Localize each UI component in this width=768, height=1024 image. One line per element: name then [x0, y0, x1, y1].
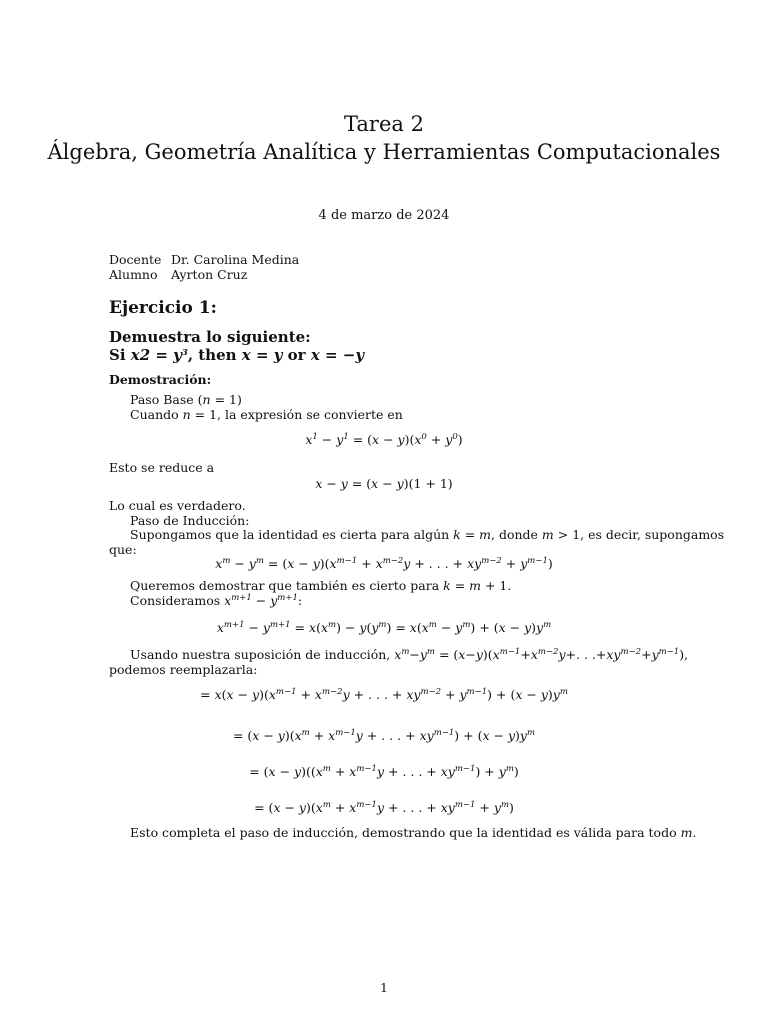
- when-n1-line: [130, 407, 403, 422]
- formula-fragment: −: [251, 593, 271, 608]
- formula-fragment: podemos reemplazarla:: [109, 662, 258, 677]
- formula-fragment: y: [312, 556, 320, 571]
- formula-fragment: +: [501, 556, 521, 571]
- formula-fragment: y: [419, 647, 427, 662]
- formula-fragment: ) + (: [454, 728, 483, 743]
- formula-fragment: y: [507, 728, 516, 743]
- formula-superscript: m−1: [466, 687, 488, 697]
- meta-value: Ayrton Cruz: [171, 267, 248, 282]
- equation-6: [0, 728, 768, 743]
- formula-fragment: y: [498, 764, 506, 779]
- formula-fragment: y: [455, 620, 463, 635]
- consider-line: [130, 593, 302, 608]
- formula-superscript: m+1: [269, 620, 291, 630]
- formula-fragment: k: [443, 578, 451, 593]
- formula-superscript: m−1: [454, 800, 476, 810]
- formula-fragment: +: [357, 556, 376, 571]
- formula-fragment: +: [330, 800, 350, 815]
- formula-fragment: (: [416, 620, 422, 635]
- reduces-line: [109, 460, 214, 475]
- formula-superscript: m: [426, 647, 435, 657]
- formula-superscript: m+1: [231, 593, 252, 603]
- equation-7: [0, 764, 768, 779]
- formula-fragment: y: [397, 432, 405, 447]
- formula-fragment: y: [298, 800, 306, 815]
- proof-label: Demostración:: [109, 372, 212, 387]
- formula-fragment: ) + (: [470, 620, 499, 635]
- formula-fragment: = −y: [319, 346, 365, 364]
- formula-fragment: Paso Base (: [130, 392, 203, 407]
- formula-fragment: −: [244, 620, 263, 635]
- formula-fragment: )(: [259, 687, 269, 702]
- formula-fragment: +. . .+: [565, 647, 607, 662]
- formula-fragment: x: [224, 593, 232, 608]
- formula-fragment: =: [460, 527, 480, 542]
- formula-fragment: x: [498, 620, 506, 635]
- formula-fragment: + 1.: [481, 578, 512, 593]
- formula-fragment: x: [268, 687, 276, 702]
- formula-fragment: +: [426, 432, 446, 447]
- formula-fragment: +: [520, 647, 531, 662]
- formula-superscript: m: [401, 647, 410, 657]
- formula-fragment: x: [515, 687, 523, 702]
- formula-fragment: −: [280, 800, 299, 815]
- formula-fragment: )(1 + 1): [403, 476, 453, 491]
- formula-fragment: ): [457, 432, 463, 447]
- formula-fragment: xy: [419, 728, 434, 743]
- formula-fragment: x: [294, 728, 302, 743]
- que-line: [109, 542, 137, 557]
- formula-fragment: m: [680, 825, 693, 840]
- meta-row-alumno: [109, 267, 247, 282]
- formula-fragment: −: [259, 728, 278, 743]
- formula-fragment: y: [493, 800, 501, 815]
- formula-superscript: m: [322, 764, 331, 774]
- formula-superscript: m−1: [336, 556, 358, 566]
- formula-fragment: ) =: [386, 620, 410, 635]
- formula-superscript: m−1: [527, 556, 548, 566]
- formula-fragment: x: [268, 764, 276, 779]
- formula-fragment: x: [315, 476, 323, 491]
- document-title: Tarea 2: [344, 112, 424, 136]
- formula-fragment: y: [540, 687, 548, 702]
- formula-fragment: Queremos demostrar que también es cierto para: [130, 578, 444, 593]
- formula-fragment: ): [509, 800, 514, 815]
- formula-fragment: x: [252, 728, 260, 743]
- formula-superscript: m−1: [335, 728, 356, 738]
- formula-fragment: −: [322, 476, 341, 491]
- formula-superscript: m−1: [658, 647, 680, 657]
- formula-fragment: y: [248, 556, 256, 571]
- meta-key: Docente: [109, 252, 162, 267]
- formula-superscript: 0: [421, 432, 427, 442]
- equation-2: [0, 476, 768, 491]
- formula-fragment: or: [282, 346, 311, 364]
- formula-superscript: m: [322, 800, 331, 810]
- formula-fragment: )(: [319, 556, 330, 571]
- formula-fragment: x: [315, 800, 323, 815]
- formula-superscript: m: [526, 728, 536, 738]
- formula-fragment: +: [441, 687, 460, 702]
- formula-fragment: x: [214, 687, 222, 702]
- formula-fragment: y: [270, 593, 278, 608]
- formula-superscript: 1: [343, 432, 349, 442]
- formula-fragment: (: [316, 620, 321, 635]
- formula-fragment: 2 = y: [139, 346, 182, 364]
- formula-fragment: y: [558, 647, 566, 662]
- formula-fragment: ): [515, 728, 520, 743]
- formula-fragment: + . . . +: [349, 687, 407, 702]
- formula-superscript: m−2: [420, 687, 442, 697]
- formula-fragment: y: [475, 647, 483, 662]
- formula-superscript: m−1: [275, 687, 297, 697]
- formula-fragment: )(: [482, 647, 493, 662]
- formula-fragment: .: [692, 825, 697, 840]
- formula-fragment: x: [320, 620, 329, 635]
- document-date: 4 de marzo de 2024: [318, 208, 450, 223]
- formula-fragment: −: [317, 432, 337, 447]
- equation-3: [0, 556, 768, 571]
- formula-fragment: Paso de Inducción:: [130, 513, 250, 528]
- formula-fragment: −: [275, 764, 295, 779]
- formula-fragment: y: [371, 620, 379, 635]
- formula-superscript: 1: [312, 432, 318, 442]
- formula-fragment: x: [394, 647, 402, 662]
- formula-fragment: y: [536, 620, 544, 635]
- formula-fragment: y: [342, 687, 350, 702]
- meta-value: Dr. Carolina Medina: [171, 252, 300, 267]
- equation-8: [0, 800, 768, 815]
- formula-fragment: −: [489, 728, 508, 743]
- formula-fragment: −: [378, 476, 397, 491]
- formula-fragment: y: [355, 728, 363, 743]
- formula-fragment: −: [522, 687, 541, 702]
- formula-fragment: −: [294, 556, 313, 571]
- formula-fragment: xy: [406, 687, 421, 702]
- formula-fragment: x: [226, 687, 234, 702]
- formula-fragment: = (: [263, 556, 288, 571]
- formula-fragment: )(: [305, 800, 316, 815]
- formula-fragment: (: [366, 620, 372, 635]
- formula-fragment: −: [233, 687, 252, 702]
- formula-fragment: ) +: [475, 764, 499, 779]
- formula-fragment: x: [530, 647, 538, 662]
- complete-line: [130, 825, 696, 840]
- formula-fragment: x: [458, 647, 466, 662]
- formula-fragment: Cuando: [130, 407, 183, 422]
- formula-fragment: x: [329, 556, 337, 571]
- formula-fragment: =: [290, 620, 309, 635]
- formula-superscript: m−1: [454, 764, 476, 774]
- formula-fragment: m: [479, 527, 492, 542]
- formula-superscript: m: [378, 620, 387, 630]
- formula-fragment: Consideramos: [130, 593, 225, 608]
- formula-fragment: = (: [347, 476, 372, 491]
- exercise-heading: Ejercicio 1:: [109, 298, 217, 318]
- formula-fragment: que:: [109, 542, 137, 557]
- formula-fragment: y: [277, 728, 285, 743]
- formula-superscript: m+1: [223, 620, 245, 630]
- formula-fragment: x: [310, 346, 320, 364]
- formula-superscript: m−2: [537, 647, 559, 657]
- replace-line: [109, 662, 257, 677]
- formula-fragment: x: [371, 476, 379, 491]
- formula-fragment: y: [459, 687, 467, 702]
- formula-fragment: = (: [254, 800, 274, 815]
- formula-fragment: ): [531, 620, 537, 635]
- page-number: 1: [380, 980, 388, 995]
- formula-fragment: x: [328, 728, 336, 743]
- formula-fragment: n: [182, 407, 191, 422]
- formula-fragment: )((: [301, 764, 316, 779]
- formula-fragment: x: [309, 620, 317, 635]
- formula-fragment: x: [215, 556, 223, 571]
- meta-key: Alumno: [109, 267, 158, 282]
- formula-fragment: −: [465, 647, 476, 662]
- formula-fragment: ) −: [336, 620, 360, 635]
- formula-fragment: (: [221, 687, 227, 702]
- formula-fragment: )(: [284, 728, 295, 743]
- formula-fragment: Esto se reduce a: [109, 460, 215, 475]
- formula-fragment: −: [436, 620, 456, 635]
- formula-superscript: m−1: [433, 728, 455, 738]
- formula-superscript: m: [428, 620, 437, 630]
- formula-superscript: m: [543, 620, 552, 630]
- equation-1: [0, 432, 768, 447]
- formula-fragment: xy: [606, 647, 621, 662]
- statement-line-2: [109, 346, 364, 364]
- formula-fragment: ): [547, 556, 553, 571]
- statement-line-1: Demuestra lo siguiente:: [109, 328, 311, 346]
- formula-superscript: m: [462, 620, 471, 630]
- formula-fragment: −: [409, 647, 420, 662]
- formula-fragment: y: [552, 687, 560, 702]
- formula-superscript: m−1: [356, 764, 377, 774]
- formula-fragment: y: [262, 620, 270, 635]
- formula-fragment: :: [297, 593, 303, 608]
- formula-fragment: xy: [440, 800, 455, 815]
- formula-fragment: y: [396, 476, 404, 491]
- formula-fragment: + . . . +: [384, 764, 441, 779]
- formula-fragment: x: [287, 556, 295, 571]
- formula-fragment: ): [547, 687, 553, 702]
- formula-fragment: y: [294, 764, 302, 779]
- formula-fragment: = 1): [210, 392, 242, 407]
- true-line: [109, 498, 246, 513]
- formula-fragment: = (: [249, 764, 269, 779]
- formula-fragment: Usando nuestra suposición de inducción,: [130, 647, 395, 662]
- formula-superscript: m: [559, 687, 568, 697]
- formula-superscript: 3: [181, 348, 188, 358]
- formula-fragment: k: [453, 527, 461, 542]
- formula-superscript: m−1: [356, 800, 377, 810]
- formula-fragment: xy: [467, 556, 482, 571]
- formula-fragment: x: [492, 647, 500, 662]
- formula-superscript: m−1: [499, 647, 521, 657]
- induction-line: [130, 513, 249, 528]
- formula-superscript: m: [255, 556, 264, 566]
- document-subtitle: Álgebra, Geometría Analítica y Herramientas Computacionales: [47, 140, 721, 164]
- formula-fragment: x: [305, 432, 313, 447]
- suppose-line: [130, 527, 724, 542]
- formula-fragment: x: [375, 556, 383, 571]
- formula-fragment: x: [314, 687, 322, 702]
- formula-fragment: , donde: [491, 527, 542, 542]
- formula-fragment: =: [450, 578, 470, 593]
- formula-superscript: 0: [452, 432, 458, 442]
- formula-fragment: Esto completa el paso de inducción, demostrando que la identidad es válida para todo: [130, 825, 681, 840]
- formula-superscript: m−2: [481, 556, 502, 566]
- formula-fragment: −: [230, 556, 249, 571]
- formula-fragment: +: [309, 728, 329, 743]
- formula-fragment: m: [469, 578, 481, 593]
- formula-fragment: = (: [434, 647, 459, 662]
- formula-fragment: m: [541, 527, 554, 542]
- formula-superscript: m: [328, 620, 337, 630]
- formula-fragment: y: [376, 800, 385, 815]
- formula-fragment: y: [252, 687, 260, 702]
- formula-fragment: y: [651, 647, 659, 662]
- formula-fragment: + . . . +: [362, 728, 420, 743]
- formula-fragment: +: [296, 687, 315, 702]
- formula-superscript: m+1: [277, 593, 298, 603]
- formula-fragment: −: [379, 432, 398, 447]
- formula-fragment: = y: [250, 346, 283, 364]
- formula-fragment: Supongamos que la identidad es cierta para algún: [130, 527, 454, 542]
- formula-fragment: n: [202, 392, 211, 407]
- formula-fragment: = (: [232, 728, 253, 743]
- formula-fragment: = 1, la expresión se convierte en: [190, 407, 403, 422]
- formula-fragment: xy: [440, 764, 455, 779]
- formula-fragment: Si: [109, 346, 131, 364]
- formula-fragment: y: [336, 432, 344, 447]
- formula-fragment: =: [200, 687, 215, 702]
- formula-fragment: ),: [679, 647, 689, 662]
- formula-superscript: m: [301, 728, 310, 738]
- formula-fragment: +: [641, 647, 652, 662]
- formula-fragment: +: [475, 800, 494, 815]
- formula-fragment: y: [376, 764, 384, 779]
- formula-fragment: x: [414, 432, 422, 447]
- formula-fragment: x: [216, 620, 224, 635]
- formula-superscript: m−2: [620, 647, 642, 657]
- formula-fragment: x: [241, 346, 251, 364]
- formula-fragment: y: [519, 728, 527, 743]
- formula-fragment: y: [403, 556, 411, 571]
- equation-5: [0, 687, 768, 702]
- formula-superscript: m: [222, 556, 231, 566]
- formula-fragment: x: [421, 620, 429, 635]
- meta-row-docente: [109, 252, 299, 267]
- formula-superscript: m: [500, 800, 509, 810]
- formula-fragment: +: [330, 764, 350, 779]
- formula-superscript: m−2: [382, 556, 404, 566]
- formula-fragment: = (: [348, 432, 373, 447]
- formula-fragment: x: [349, 764, 357, 779]
- formula-fragment: + . . . +: [384, 800, 441, 815]
- formula-fragment: x: [130, 346, 140, 364]
- formula-fragment: x: [409, 620, 417, 635]
- formula-superscript: m: [505, 764, 514, 774]
- formula-fragment: x: [349, 800, 357, 815]
- formula-fragment: > 1, es decir, supongamos: [553, 527, 725, 542]
- formula-fragment: y: [445, 432, 453, 447]
- formula-fragment: y: [359, 620, 367, 635]
- formula-fragment: y: [520, 556, 528, 571]
- formula-fragment: −: [505, 620, 525, 635]
- formula-fragment: ): [513, 764, 519, 779]
- formula-fragment: Lo cual es verdadero.: [109, 498, 246, 513]
- equation-4: [0, 620, 768, 635]
- formula-fragment: y: [340, 476, 348, 491]
- want-line: [130, 578, 511, 593]
- formula-superscript: m−2: [321, 687, 343, 697]
- formula-fragment: + . . . +: [410, 556, 468, 571]
- using-line: [130, 647, 688, 662]
- formula-fragment: x: [315, 764, 323, 779]
- formula-fragment: x: [372, 432, 380, 447]
- formula-fragment: ) + (: [487, 687, 516, 702]
- formula-fragment: x: [482, 728, 490, 743]
- formula-fragment: y: [524, 620, 532, 635]
- formula-fragment: x: [273, 800, 281, 815]
- base-case-line: [130, 392, 242, 407]
- formula-fragment: , then: [187, 346, 242, 364]
- formula-fragment: )(: [404, 432, 415, 447]
